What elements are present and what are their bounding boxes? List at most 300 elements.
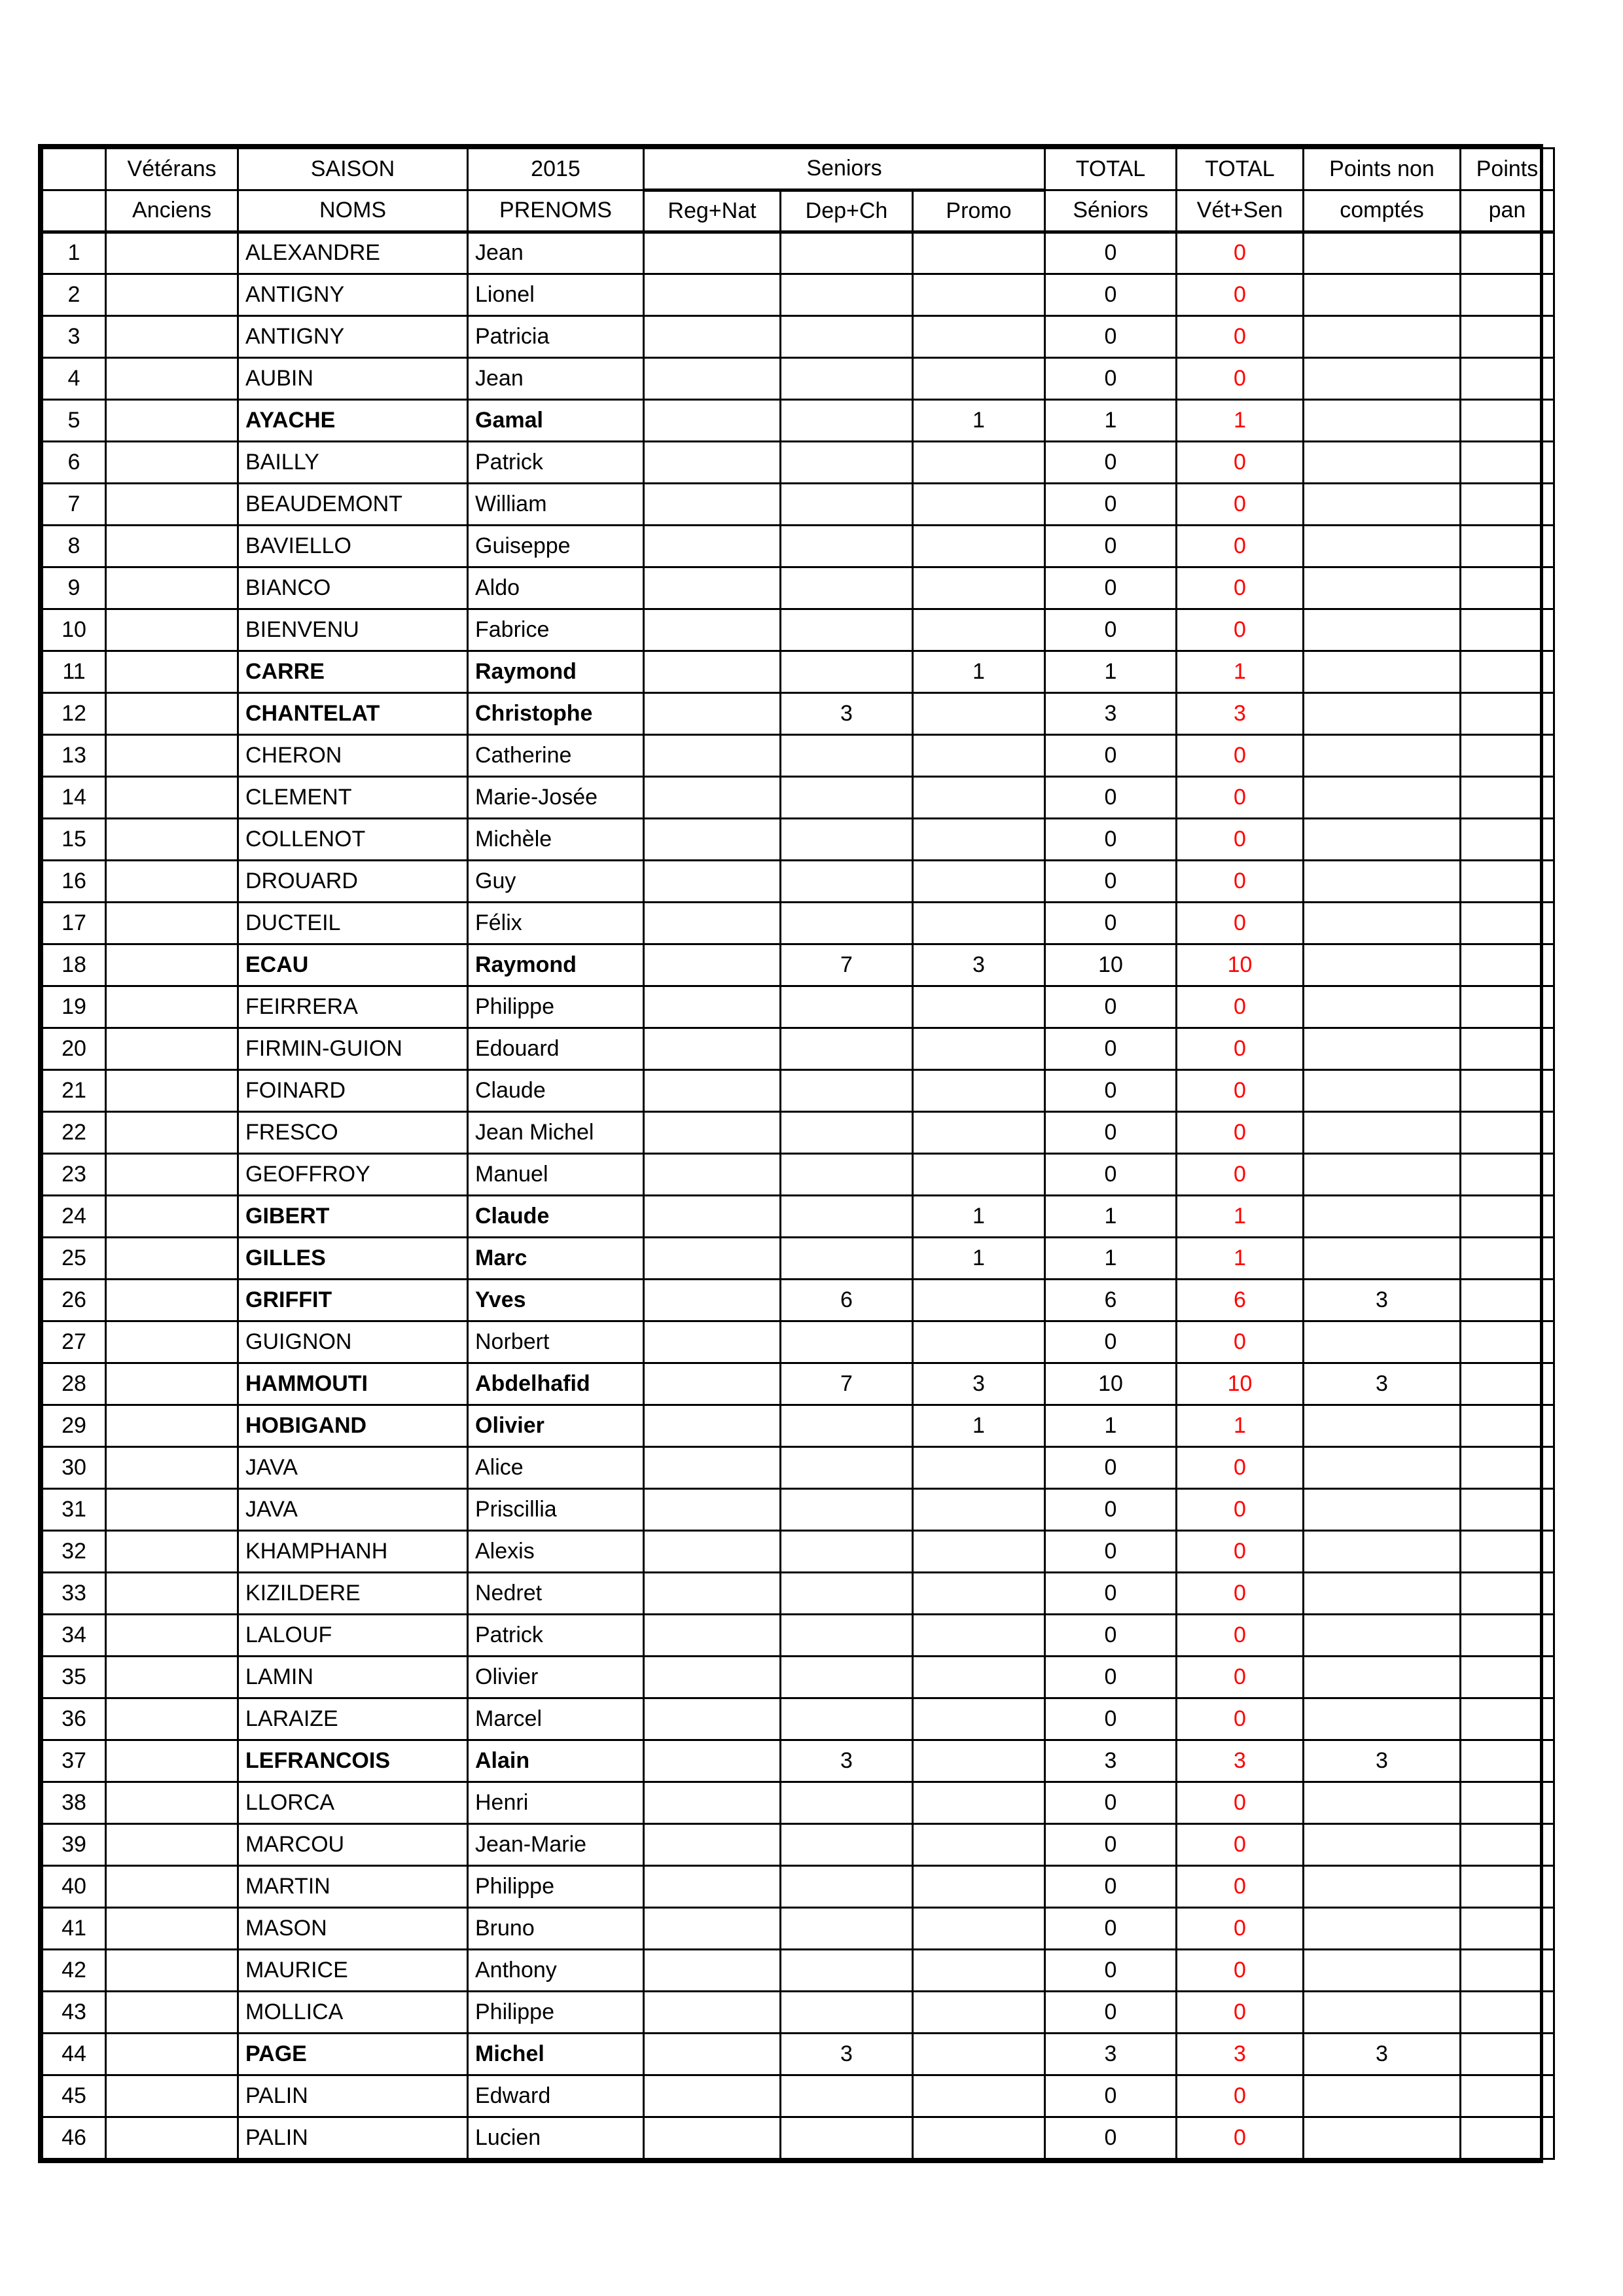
cell-total-vetsen: 0 <box>1177 903 1304 944</box>
cell-reg-nat <box>644 1992 781 2034</box>
cell-dep-ch <box>781 484 913 526</box>
cell-dep-ch <box>781 986 913 1028</box>
cell-nom: BIENVENU <box>238 609 468 651</box>
cell-anciens <box>106 358 238 400</box>
cell-dep-ch: 3 <box>781 1740 913 1782</box>
cell-anciens <box>106 1782 238 1824</box>
cell-nom: KIZILDERE <box>238 1573 468 1615</box>
cell-anciens <box>106 2117 238 2159</box>
cell-dep-ch <box>781 1866 913 1908</box>
table-row <box>43 2075 1554 2117</box>
cell-total-seniors: 10 <box>1045 944 1177 986</box>
cell-points-non-comptes <box>1304 1950 1461 1992</box>
table-row <box>43 861 1554 903</box>
cell-dep-ch <box>781 651 913 693</box>
cell-total-vetsen: 0 <box>1177 1615 1304 1657</box>
table-row <box>43 1405 1554 1447</box>
row-index: 8 <box>43 526 106 567</box>
header-points-pan-top: Points <box>1461 149 1554 190</box>
cell-promo: 1 <box>913 1238 1045 1280</box>
cell-anciens <box>106 1950 238 1992</box>
cell-reg-nat <box>644 274 781 316</box>
cell-promo <box>913 819 1045 861</box>
cell-reg-nat <box>644 1824 781 1866</box>
cell-points-non-comptes <box>1304 1657 1461 1698</box>
cell-total-vetsen: 0 <box>1177 232 1304 274</box>
cell-total-vetsen: 1 <box>1177 400 1304 442</box>
cell-promo <box>913 986 1045 1028</box>
header-seniors-group: Seniors <box>644 149 1045 190</box>
cell-dep-ch <box>781 358 913 400</box>
cell-anciens <box>106 1657 238 1698</box>
table-row <box>43 1238 1554 1280</box>
header-row-primary <box>43 149 1554 190</box>
cell-total-vetsen: 0 <box>1177 609 1304 651</box>
cell-total-vetsen: 10 <box>1177 1363 1304 1405</box>
row-index: 37 <box>43 1740 106 1782</box>
cell-nom: BAVIELLO <box>238 526 468 567</box>
table-row <box>43 484 1554 526</box>
cell-total-seniors: 0 <box>1045 1657 1177 1698</box>
cell-points-pan <box>1461 358 1554 400</box>
cell-total-vetsen: 3 <box>1177 1740 1304 1782</box>
cell-reg-nat <box>644 1489 781 1531</box>
table-row <box>43 986 1554 1028</box>
header-saison: SAISON <box>238 149 468 190</box>
cell-nom: MOLLICA <box>238 1992 468 2034</box>
row-index: 13 <box>43 735 106 777</box>
cell-dep-ch: 3 <box>781 2034 913 2075</box>
cell-promo <box>913 1866 1045 1908</box>
cell-points-pan <box>1461 693 1554 735</box>
cell-dep-ch: 6 <box>781 1280 913 1321</box>
cell-reg-nat <box>644 1154 781 1196</box>
cell-points-pan <box>1461 1698 1554 1740</box>
cell-points-pan <box>1461 442 1554 484</box>
table-row <box>43 526 1554 567</box>
cell-reg-nat <box>644 1782 781 1824</box>
cell-points-non-comptes <box>1304 777 1461 819</box>
cell-prenom: Patrick <box>468 442 644 484</box>
cell-total-seniors: 10 <box>1045 1363 1177 1405</box>
cell-total-seniors: 0 <box>1045 232 1177 274</box>
cell-dep-ch <box>781 526 913 567</box>
cell-points-non-comptes <box>1304 1238 1461 1280</box>
cell-points-pan <box>1461 1238 1554 1280</box>
cell-nom: ANTIGNY <box>238 316 468 358</box>
row-index: 36 <box>43 1698 106 1740</box>
cell-total-vetsen: 1 <box>1177 1405 1304 1447</box>
cell-reg-nat <box>644 442 781 484</box>
table-row <box>43 1573 1554 1615</box>
cell-points-non-comptes <box>1304 1615 1461 1657</box>
cell-points-non-comptes <box>1304 693 1461 735</box>
cell-promo <box>913 1321 1045 1363</box>
cell-prenom: Michèle <box>468 819 644 861</box>
cell-dep-ch <box>781 1154 913 1196</box>
table-row <box>43 693 1554 735</box>
cell-reg-nat <box>644 693 781 735</box>
header-total-seniors: Séniors <box>1045 190 1177 232</box>
cell-dep-ch <box>781 1908 913 1950</box>
table-row <box>43 400 1554 442</box>
cell-promo <box>913 1698 1045 1740</box>
cell-total-vetsen: 1 <box>1177 1196 1304 1238</box>
cell-nom: LARAIZE <box>238 1698 468 1740</box>
header-year: 2015 <box>468 149 644 190</box>
cell-promo <box>913 1154 1045 1196</box>
cell-anciens <box>106 526 238 567</box>
table-row <box>43 1698 1554 1740</box>
cell-points-pan <box>1461 1824 1554 1866</box>
cell-total-seniors: 0 <box>1045 358 1177 400</box>
cell-prenom: Jean <box>468 358 644 400</box>
cell-total-seniors: 3 <box>1045 693 1177 735</box>
cell-promo: 1 <box>913 400 1045 442</box>
table-row <box>43 1280 1554 1321</box>
cell-prenom: Nedret <box>468 1573 644 1615</box>
cell-dep-ch <box>781 1447 913 1489</box>
row-index: 19 <box>43 986 106 1028</box>
cell-total-vetsen: 0 <box>1177 316 1304 358</box>
cell-total-seniors: 0 <box>1045 1992 1177 2034</box>
row-index: 24 <box>43 1196 106 1238</box>
cell-points-non-comptes <box>1304 567 1461 609</box>
row-index: 34 <box>43 1615 106 1657</box>
cell-dep-ch <box>781 1321 913 1363</box>
cell-total-vetsen: 0 <box>1177 2075 1304 2117</box>
cell-anciens <box>106 1740 238 1782</box>
cell-prenom: Michel <box>468 2034 644 2075</box>
cell-total-vetsen: 0 <box>1177 735 1304 777</box>
cell-anciens <box>106 819 238 861</box>
cell-nom: CHERON <box>238 735 468 777</box>
table-row <box>43 1740 1554 1782</box>
cell-total-seniors: 0 <box>1045 861 1177 903</box>
cell-points-pan <box>1461 1866 1554 1908</box>
cell-points-non-comptes <box>1304 316 1461 358</box>
cell-points-pan <box>1461 986 1554 1028</box>
cell-nom: BIANCO <box>238 567 468 609</box>
cell-points-pan <box>1461 1070 1554 1112</box>
cell-nom: FEIRRERA <box>238 986 468 1028</box>
cell-promo <box>913 316 1045 358</box>
cell-prenom: Henri <box>468 1782 644 1824</box>
cell-nom: ALEXANDRE <box>238 232 468 274</box>
cell-prenom: Olivier <box>468 1405 644 1447</box>
table-row <box>43 1615 1554 1657</box>
cell-points-non-comptes <box>1304 819 1461 861</box>
row-index: 22 <box>43 1112 106 1154</box>
table-row <box>43 944 1554 986</box>
cell-reg-nat <box>644 1405 781 1447</box>
cell-nom: ECAU <box>238 944 468 986</box>
cell-reg-nat <box>644 316 781 358</box>
cell-nom: PALIN <box>238 2075 468 2117</box>
header-points-pan: pan <box>1461 190 1554 232</box>
cell-promo <box>913 2034 1045 2075</box>
cell-points-pan <box>1461 1573 1554 1615</box>
row-index: 11 <box>43 651 106 693</box>
cell-points-non-comptes <box>1304 1405 1461 1447</box>
cell-points-non-comptes <box>1304 651 1461 693</box>
cell-nom: JAVA <box>238 1489 468 1531</box>
cell-reg-nat <box>644 2034 781 2075</box>
row-index: 38 <box>43 1782 106 1824</box>
cell-points-non-comptes <box>1304 1573 1461 1615</box>
header-points-non-comptes-top: Points non <box>1304 149 1461 190</box>
cell-nom: MARCOU <box>238 1824 468 1866</box>
cell-promo <box>913 693 1045 735</box>
header-dep-ch: Dep+Ch <box>781 190 913 232</box>
table-row <box>43 903 1554 944</box>
row-index: 33 <box>43 1573 106 1615</box>
cell-nom: ANTIGNY <box>238 274 468 316</box>
row-index: 26 <box>43 1280 106 1321</box>
row-index: 31 <box>43 1489 106 1531</box>
cell-total-seniors: 0 <box>1045 442 1177 484</box>
cell-reg-nat <box>644 400 781 442</box>
cell-anciens <box>106 2034 238 2075</box>
cell-prenom: Norbert <box>468 1321 644 1363</box>
cell-points-pan <box>1461 777 1554 819</box>
cell-total-seniors: 0 <box>1045 1950 1177 1992</box>
cell-anciens <box>106 1280 238 1321</box>
cell-dep-ch <box>781 1657 913 1698</box>
row-index: 29 <box>43 1405 106 1447</box>
cell-dep-ch <box>781 1698 913 1740</box>
cell-dep-ch <box>781 777 913 819</box>
table-row <box>43 1866 1554 1908</box>
cell-total-seniors: 0 <box>1045 1489 1177 1531</box>
cell-nom: MAURICE <box>238 1950 468 1992</box>
cell-points-non-comptes <box>1304 735 1461 777</box>
cell-promo <box>913 1615 1045 1657</box>
cell-points-non-comptes <box>1304 1321 1461 1363</box>
header-promo: Promo <box>913 190 1045 232</box>
table-row <box>43 1363 1554 1405</box>
cell-reg-nat <box>644 1280 781 1321</box>
table-row <box>43 819 1554 861</box>
row-index: 2 <box>43 274 106 316</box>
cell-points-non-comptes <box>1304 1908 1461 1950</box>
cell-reg-nat <box>644 903 781 944</box>
cell-prenom: Anthony <box>468 1950 644 1992</box>
cell-total-seniors: 1 <box>1045 1196 1177 1238</box>
cell-prenom: Lucien <box>468 2117 644 2159</box>
cell-points-pan <box>1461 2117 1554 2159</box>
cell-prenom: Edouard <box>468 1028 644 1070</box>
cell-promo <box>913 358 1045 400</box>
header-prenoms: PRENOMS <box>468 190 644 232</box>
cell-anciens <box>106 567 238 609</box>
table-row <box>43 1112 1554 1154</box>
cell-reg-nat <box>644 651 781 693</box>
cell-dep-ch <box>781 1405 913 1447</box>
cell-anciens <box>106 1908 238 1950</box>
table-row <box>43 1950 1554 1992</box>
cell-dep-ch <box>781 1782 913 1824</box>
cell-nom: HOBIGAND <box>238 1405 468 1447</box>
table-row <box>43 1992 1554 2034</box>
cell-anciens <box>106 1573 238 1615</box>
cell-points-non-comptes <box>1304 1531 1461 1573</box>
header-index-blank <box>43 149 106 190</box>
row-index: 40 <box>43 1866 106 1908</box>
cell-promo <box>913 1824 1045 1866</box>
header-index-blank-2 <box>43 190 106 232</box>
cell-points-pan <box>1461 1028 1554 1070</box>
cell-prenom: Jean <box>468 232 644 274</box>
cell-total-seniors: 6 <box>1045 1280 1177 1321</box>
cell-total-vetsen: 0 <box>1177 1573 1304 1615</box>
row-index: 9 <box>43 567 106 609</box>
cell-total-seniors: 0 <box>1045 2117 1177 2159</box>
cell-reg-nat <box>644 2075 781 2117</box>
cell-dep-ch <box>781 1531 913 1573</box>
cell-reg-nat <box>644 2117 781 2159</box>
cell-nom: MARTIN <box>238 1866 468 1908</box>
cell-promo: 3 <box>913 1363 1045 1405</box>
table-row <box>43 735 1554 777</box>
cell-dep-ch <box>781 1573 913 1615</box>
cell-total-seniors: 0 <box>1045 1154 1177 1196</box>
cell-points-pan <box>1461 1657 1554 1698</box>
table-row <box>43 567 1554 609</box>
row-index: 28 <box>43 1363 106 1405</box>
cell-promo <box>913 735 1045 777</box>
cell-total-seniors: 0 <box>1045 1531 1177 1573</box>
header-points-non-comptes: comptés <box>1304 190 1461 232</box>
row-index: 17 <box>43 903 106 944</box>
cell-nom: HAMMOUTI <box>238 1363 468 1405</box>
cell-dep-ch <box>781 1992 913 2034</box>
cell-points-pan <box>1461 1280 1554 1321</box>
cell-total-seniors: 0 <box>1045 986 1177 1028</box>
row-index: 20 <box>43 1028 106 1070</box>
cell-nom: FOINARD <box>238 1070 468 1112</box>
cell-total-seniors: 0 <box>1045 484 1177 526</box>
cell-total-vetsen: 0 <box>1177 1321 1304 1363</box>
cell-points-non-comptes <box>1304 944 1461 986</box>
cell-prenom: Marcel <box>468 1698 644 1740</box>
cell-nom: FRESCO <box>238 1112 468 1154</box>
cell-promo <box>913 274 1045 316</box>
cell-total-seniors: 0 <box>1045 1782 1177 1824</box>
cell-points-non-comptes <box>1304 1698 1461 1740</box>
table-row <box>43 274 1554 316</box>
table-row <box>43 1196 1554 1238</box>
cell-total-vetsen: 0 <box>1177 526 1304 567</box>
cell-total-vetsen: 1 <box>1177 1238 1304 1280</box>
cell-reg-nat <box>644 1615 781 1657</box>
cell-anciens <box>106 316 238 358</box>
cell-dep-ch <box>781 567 913 609</box>
cell-points-non-comptes <box>1304 1992 1461 2034</box>
cell-prenom: Raymond <box>468 944 644 986</box>
cell-total-vetsen: 0 <box>1177 1698 1304 1740</box>
cell-anciens <box>106 1028 238 1070</box>
cell-promo <box>913 1740 1045 1782</box>
cell-dep-ch <box>781 2117 913 2159</box>
row-index: 23 <box>43 1154 106 1196</box>
cell-points-pan <box>1461 567 1554 609</box>
cell-reg-nat <box>644 567 781 609</box>
cell-points-pan <box>1461 1363 1554 1405</box>
cell-reg-nat <box>644 609 781 651</box>
cell-anciens <box>106 484 238 526</box>
cell-prenom: Alexis <box>468 1531 644 1573</box>
header-anciens: Anciens <box>106 190 238 232</box>
cell-points-pan <box>1461 1154 1554 1196</box>
row-index: 30 <box>43 1447 106 1489</box>
row-index: 14 <box>43 777 106 819</box>
cell-promo <box>913 777 1045 819</box>
cell-total-vetsen: 10 <box>1177 944 1304 986</box>
cell-points-pan <box>1461 609 1554 651</box>
cell-promo <box>913 1447 1045 1489</box>
cell-total-seniors: 0 <box>1045 1866 1177 1908</box>
cell-dep-ch <box>781 1615 913 1657</box>
cell-dep-ch <box>781 1112 913 1154</box>
cell-prenom: Félix <box>468 903 644 944</box>
cell-dep-ch <box>781 1950 913 1992</box>
cell-total-vetsen: 1 <box>1177 651 1304 693</box>
cell-dep-ch <box>781 735 913 777</box>
cell-promo <box>913 1112 1045 1154</box>
cell-total-seniors: 0 <box>1045 1321 1177 1363</box>
cell-prenom: Edward <box>468 2075 644 2117</box>
cell-total-seniors: 1 <box>1045 651 1177 693</box>
cell-promo <box>913 1028 1045 1070</box>
cell-prenom: Marc <box>468 1238 644 1280</box>
header-noms: NOMS <box>238 190 468 232</box>
cell-total-vetsen: 0 <box>1177 484 1304 526</box>
row-index: 10 <box>43 609 106 651</box>
cell-anciens <box>106 442 238 484</box>
table-row <box>43 1489 1554 1531</box>
cell-promo <box>913 1657 1045 1698</box>
cell-anciens <box>106 1615 238 1657</box>
cell-nom: LAMIN <box>238 1657 468 1698</box>
cell-total-vetsen: 0 <box>1177 819 1304 861</box>
cell-nom: CHANTELAT <box>238 693 468 735</box>
row-index: 32 <box>43 1531 106 1573</box>
cell-promo: 3 <box>913 944 1045 986</box>
cell-prenom: Marie-Josée <box>468 777 644 819</box>
cell-promo <box>913 526 1045 567</box>
cell-anciens <box>106 609 238 651</box>
cell-nom: LEFRANCOIS <box>238 1740 468 1782</box>
cell-points-non-comptes <box>1304 861 1461 903</box>
cell-total-seniors: 0 <box>1045 777 1177 819</box>
cell-points-pan <box>1461 274 1554 316</box>
cell-reg-nat <box>644 1070 781 1112</box>
cell-points-non-comptes: 3 <box>1304 2034 1461 2075</box>
cell-promo: 1 <box>913 1196 1045 1238</box>
cell-points-non-comptes <box>1304 1866 1461 1908</box>
cell-dep-ch <box>781 819 913 861</box>
cell-anciens <box>106 1112 238 1154</box>
cell-promo <box>913 609 1045 651</box>
cell-reg-nat <box>644 526 781 567</box>
cell-anciens <box>106 1405 238 1447</box>
cell-anciens <box>106 400 238 442</box>
cell-points-pan <box>1461 1405 1554 1447</box>
cell-points-pan <box>1461 1489 1554 1531</box>
row-index: 46 <box>43 2117 106 2159</box>
cell-points-pan <box>1461 1615 1554 1657</box>
